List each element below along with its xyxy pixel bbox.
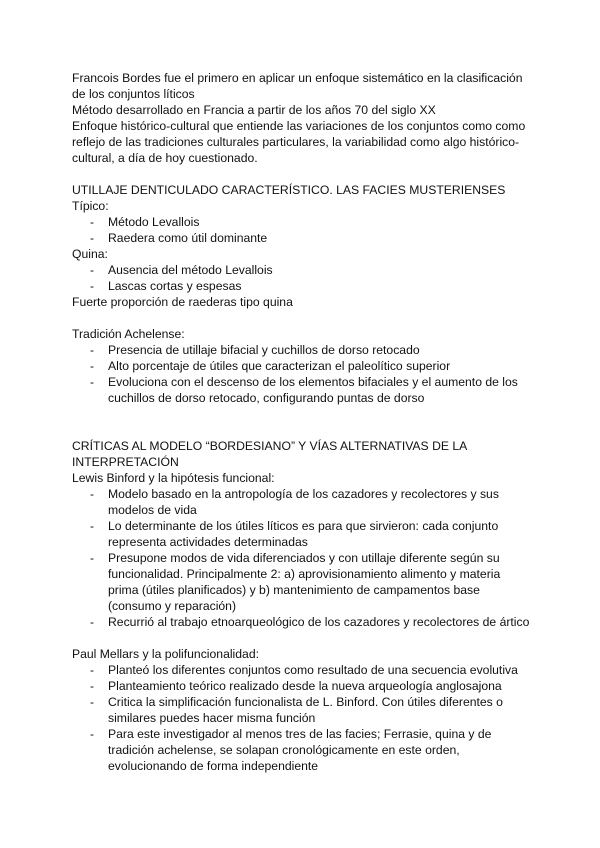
list-item: - Método Levallois xyxy=(72,214,532,230)
list-item: - Presencia de utillaje bifacial y cuchillos de dorso retocado xyxy=(72,342,532,358)
list-tipico xyxy=(72,214,532,246)
list-achelense xyxy=(72,342,532,406)
list-quina xyxy=(72,262,532,294)
list-item: - Planteó los diferentes conjuntos como resultado de una secuencia evolutiva xyxy=(72,662,532,678)
list-binford xyxy=(72,486,532,630)
list-item: - Evoluciona con el descenso de los elementos bifaciales y el aumento de los cuchillos de dorso retocado, configurando puntas de dorso xyxy=(72,374,532,406)
intro-line-3: Enfoque histórico-cultural que entiende las variaciones de los conjuntos como como reflejo de las tradiciones culturales particulares, la variabilidad como algo histórico-cultural, a día de hoy cuestionado. xyxy=(72,119,526,165)
intro-line-2: Método desarrollado en Francia a partir de los años 70 del siglo XX xyxy=(72,103,436,117)
label-tipico: Típico: xyxy=(72,199,109,213)
label-achelense: Tradición Achelense: xyxy=(72,327,185,341)
list-item: - Ausencia del método Levallois xyxy=(72,262,532,278)
label-binford: Lewis Binford y la hipótesis funcional: xyxy=(72,471,275,485)
list-item: - Raedera como útil dominante xyxy=(72,230,532,246)
list-item: - Para este investigador al menos tres de las facies; Ferrasie, quina y de tradición achelense, se solapan cronológicamente en este orden, evolucionando de forma independiente xyxy=(72,726,532,774)
list-mellars xyxy=(72,662,532,774)
intro-line-1: Francois Bordes fue el primero en aplicar un enfoque sistemático en la clasificación de los conjuntos líticos xyxy=(72,71,523,101)
note-raederas: Fuerte proporción de raederas tipo quina xyxy=(72,295,293,309)
label-quina: Quina: xyxy=(72,247,108,261)
list-item: - Lascas cortas y espesas xyxy=(72,278,532,294)
list-item: - Recurrió al trabajo etnoarqueológico de los cazadores y recolectores de ártico xyxy=(72,614,532,630)
label-mellars: Paul Mellars y la polifuncionalidad: xyxy=(72,647,259,661)
list-item: - Alto porcentaje de útiles que caracterizan el paleolítico superior xyxy=(72,358,532,374)
section-heading-criticas: CRÍTICAS AL MODELO “BORDESIANO” Y VÍAS ALTERNATIVAS DE LA INTERPRETACIÓN xyxy=(72,439,467,469)
section-heading-facies: UTILLAJE DENTICULADO CARACTERÍSTICO. LAS FACIES MUSTERIENSES xyxy=(72,183,506,197)
list-item: - Modelo basado en la antropología de los cazadores y recolectores y sus modelos de vida xyxy=(72,486,532,518)
document-page xyxy=(72,70,532,774)
list-item: - Critica la simplificación funcionalista de L. Binford. Con útiles diferentes o similares puedes hacer misma función xyxy=(72,694,532,726)
list-item: - Presupone modos de vida diferenciados y con utillaje diferente según su funcionalidad. Principalmente 2: a) aprovisionamiento alimento y materia prima (útiles planificados) y b) mantenimiento de campamentos base (consumo y reparación) xyxy=(72,550,532,614)
list-item: - Planteamiento teórico realizado desde la nueva arqueología anglosajona xyxy=(72,678,532,694)
list-item: - Lo determinante de los útiles líticos es para que sirvieron: cada conjunto representa actividades determinadas xyxy=(72,518,532,550)
